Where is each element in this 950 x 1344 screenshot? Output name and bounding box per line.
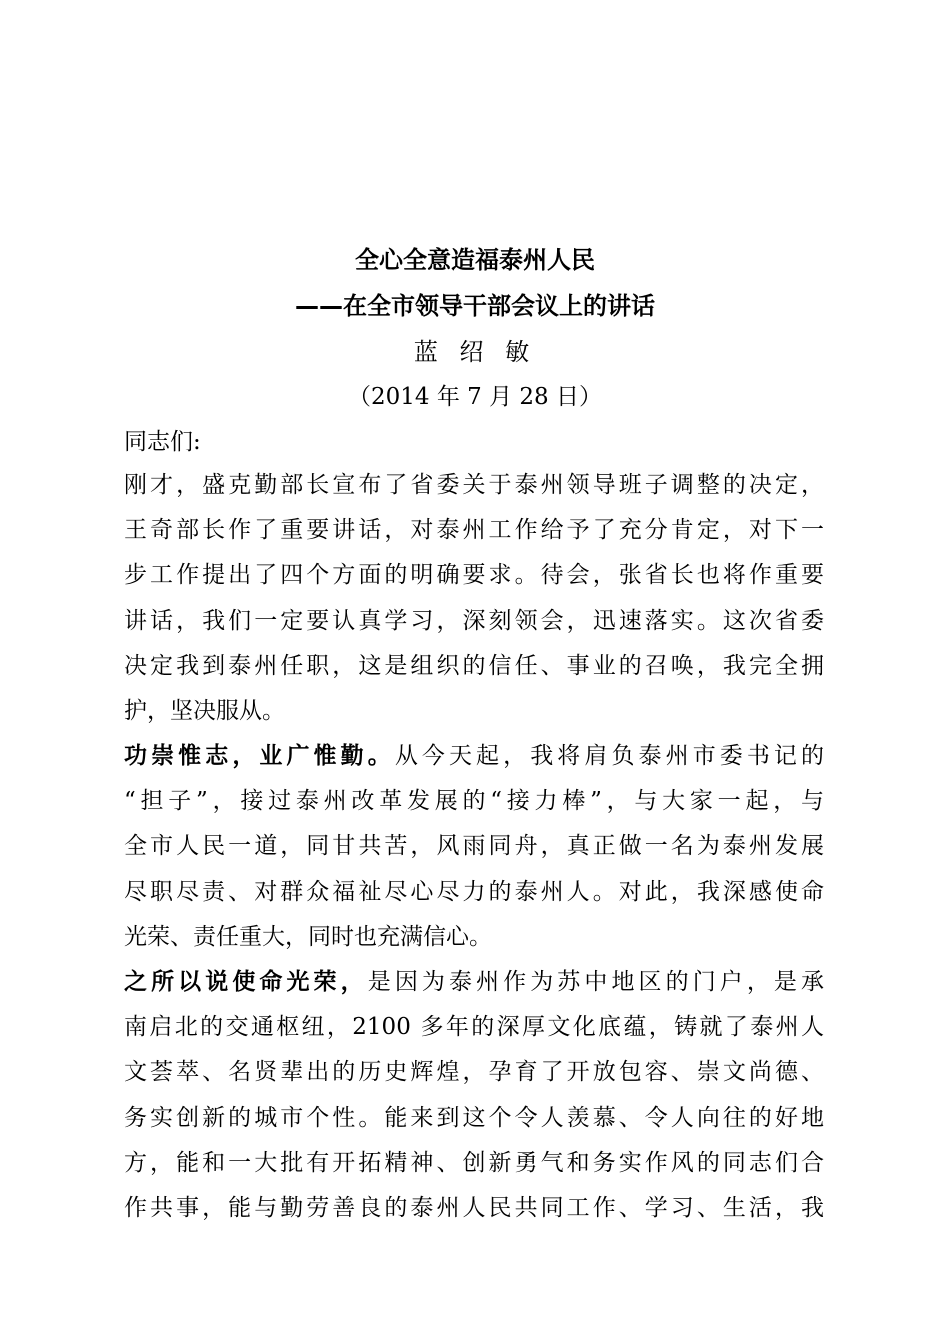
- paragraph-1: [124, 468, 824, 739]
- paragraph-line: 王奇部长作了重要讲话，对泰州工作给予了充分肯定，对下一: [124, 517, 824, 544]
- paragraph-line: 尽职尽责、对群众福祉尽心尽力的泰州人。对此，我深感使命: [124, 878, 824, 905]
- paragraph-line-text: 是因为泰州作为苏中地区的门户，是承: [367, 969, 825, 995]
- paragraph-line: 光荣、责任重大，同时也充满信心。: [124, 923, 492, 950]
- speech-date: （2014 年 7 月 28 日）: [348, 384, 602, 410]
- paragraph-line: 作共事，能与勤劳善良的泰州人民共同工作、学习、生活，我: [124, 1194, 824, 1221]
- greeting: 同志们:: [124, 429, 201, 455]
- paragraph-line: 文荟萃、名贤辈出的历史辉煌，孕育了开放包容、崇文尚德、: [124, 1059, 824, 1086]
- paragraph-line: [124, 965, 824, 1010]
- paragraph-line: 护，坚决服从。: [124, 697, 285, 724]
- paragraph-line: 决定我到泰州任职，这是组织的信任、事业的召唤，我完全拥: [124, 652, 824, 679]
- paragraph-line: 方，能和一大批有开拓精神、创新勇气和务实作风的同志们合: [124, 1149, 824, 1176]
- paragraph-line: 步工作提出了四个方面的明确要求。待会，张省长也将作重要: [124, 562, 824, 589]
- paragraph-line-text: 从今天起，我将肩负泰州市委书记的: [394, 743, 825, 769]
- paragraph-line: 讲话，我们一定要认真学习，深刻领会，迅速落实。这次省委: [124, 607, 824, 634]
- speech-title: 全心全意造福泰州人民: [355, 246, 595, 274]
- paragraph-line: [124, 739, 824, 784]
- paragraph-line: 刚才，盛克勤部长宣布了省委关于泰州领导班子调整的决定，: [124, 472, 824, 498]
- paragraph-2: [124, 739, 824, 965]
- paragraph-line: 全市人民一道，同甘共苦，风雨同舟，真正做一名为泰州发展: [124, 833, 824, 860]
- paragraph-3: [124, 965, 824, 1236]
- speaker-name: 蓝 绍 敏: [413, 338, 537, 366]
- paragraph-line: 务实创新的城市个性。能来到这个令人羡慕、令人向往的好地: [124, 1104, 824, 1131]
- speech-subtitle: ——在全市领导干部会议上的讲话: [295, 292, 655, 320]
- paragraph-lead: 之所以说使命光荣，: [124, 969, 368, 995]
- paragraph-line: “担子”，接过泰州改革发展的“接力棒”，与大家一起，与: [124, 788, 824, 815]
- paragraph-lead: 功崇惟志，业广惟勤。: [124, 743, 395, 769]
- paragraph-line: 南启北的交通枢纽，2100 多年的深厚文化底蕴，铸就了泰州人: [124, 1014, 824, 1041]
